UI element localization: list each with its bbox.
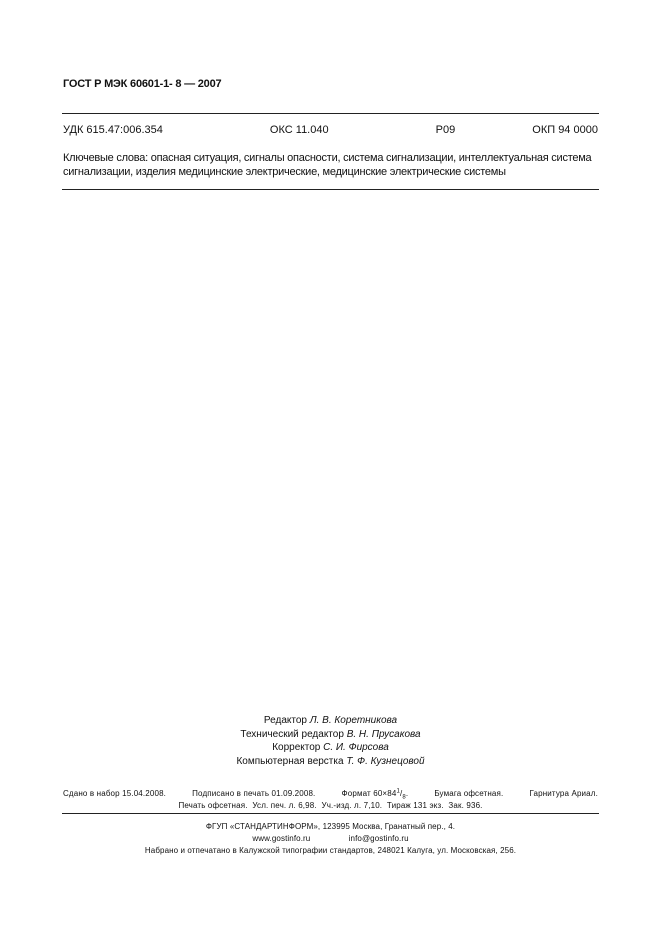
publisher-website[interactable]: www.gostinfo.ru [252, 834, 311, 843]
credit-tech-editor [0, 728, 661, 742]
credits-block [0, 714, 661, 768]
divider-publisher [62, 813, 599, 814]
imprint-format-end: . [405, 789, 409, 798]
publisher-contacts [0, 833, 661, 845]
imprint-format-sub: 8 [402, 794, 406, 801]
credit-role: Редактор [263, 715, 307, 726]
printing-house: Набрано и отпечатано в Калужской типографии стандартов, 248021 Калуга, ул. Московская, 256. [144, 846, 517, 855]
imprint-run: Тираж 131 экз. [386, 801, 444, 810]
credit-role: Корректор [272, 742, 321, 753]
keywords-line-2: сигнализации, изделия медицинские электрические, медицинские электрические системы [63, 166, 506, 178]
credit-role: Технический редактор [240, 728, 344, 740]
imprint-signed: Подписано в печать 01.09.2008. [192, 789, 316, 798]
credit-role: Компьютерная верстка [236, 755, 344, 767]
classification-row [63, 124, 598, 136]
credit-corrector [0, 741, 661, 755]
credit-editor [0, 714, 661, 728]
imprint-conv-sheets: Усл. печ. л. 6,98. [252, 801, 317, 810]
okp-code: ОКП 94 0000 [532, 124, 598, 136]
imprint-format-sup: 1 [396, 788, 400, 795]
category-code: Р09 [435, 124, 456, 136]
credit-person: В. Н. Прусакова [346, 728, 421, 740]
imprint-order: Зак. 936. [448, 801, 483, 810]
imprint-format-text: Формат 60×84 [341, 789, 397, 798]
imprint-format [342, 788, 409, 800]
credit-person: Т. Ф. Кузнецовой [346, 755, 425, 767]
divider-keywords [62, 189, 599, 190]
publisher-email[interactable]: info@gostinfo.ru [348, 834, 409, 843]
credit-person: Л. В. Коретникова [309, 715, 398, 726]
imprint-paper: Бумага офсетная. [434, 789, 504, 798]
imprint-submitted: Сдано в набор 15.04.2008. [63, 789, 167, 798]
keywords-line-1: Ключевые слова: опасная ситуация, сигналы опасности, система сигнализации, интеллектуальная система [63, 152, 592, 164]
document-designation: ГОСТ Р МЭК 60601-1- 8 — 2007 [63, 78, 222, 90]
publisher-block [0, 821, 661, 857]
keywords-block [63, 151, 603, 179]
imprint-line-1 [63, 788, 598, 800]
udk-code: УДК 615.47:006.354 [63, 124, 163, 136]
imprint-block [63, 788, 598, 812]
imprint-typeface: Гарнитура Ариал. [529, 789, 598, 798]
credit-layout [0, 755, 661, 769]
imprint-format-slash: / [399, 789, 403, 798]
divider-top [62, 113, 599, 114]
credit-person: С. И. Фирсова [323, 742, 389, 753]
oks-code: ОКС 11.040 [269, 124, 329, 136]
imprint-print: Печать офсетная. [178, 801, 248, 810]
publisher-address: ФГУП «СТАНДАРТИНФОРМ», 123995 Москва, Гранатный пер., 4. [205, 822, 456, 831]
imprint-line-2 [63, 800, 598, 812]
imprint-pub-sheets: Уч.-изд. л. 7,10. [321, 801, 383, 810]
